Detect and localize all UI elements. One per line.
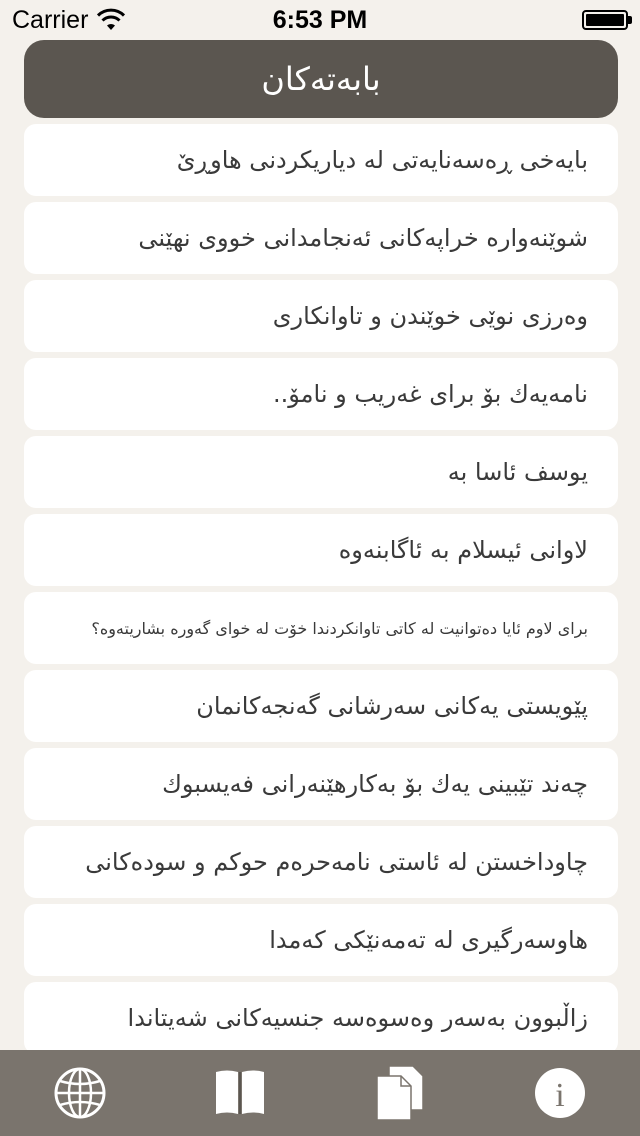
globe-icon [53, 1066, 107, 1120]
list-item-label: چاوداخستن لە ئاستی نامەحرەم حوکم و سودەکانی [85, 848, 588, 876]
tab-info[interactable] [520, 1053, 600, 1133]
list-item-label: یوسف ئاسا بە [447, 458, 588, 486]
list-item-label: پێویستی یەکانی سەرشانی گەنجەکانمان [196, 692, 588, 720]
list-item[interactable] [24, 592, 618, 664]
list-item[interactable] [24, 202, 618, 274]
carrier-label: Carrier [12, 6, 89, 34]
status-time: 6:53 PM [272, 6, 368, 34]
list-item-label: لاوانی ئیسلام بە ئاگابنەوە [338, 536, 588, 564]
tab-bar [0, 1050, 640, 1136]
status-bar [0, 0, 640, 40]
list-item[interactable] [24, 982, 618, 1054]
list-item[interactable] [24, 904, 618, 976]
info-icon [533, 1066, 587, 1120]
list-item-label: بایەخی ڕەسەنایەتی لە دیاریکردنی هاوڕێ [176, 146, 588, 174]
tab-globe[interactable] [40, 1053, 120, 1133]
list-item-label: زاڵبوون بەسەر وەسوەسە جنسیەکانی شەیتاندا [127, 1004, 588, 1032]
list-item-label: هاوسەرگیری لە تەمەنێکی کەمدا [269, 926, 588, 954]
list-item-label: شوێنەوارە خراپەکانی ئەنجامدانی خووی نهێنی [138, 224, 588, 252]
documents-icon [375, 1064, 425, 1122]
list-item[interactable] [24, 514, 618, 586]
info-glyph: i [555, 1077, 565, 1114]
topics-list [24, 124, 618, 1060]
list-item-label: نامەیەك بۆ برای غەریب و نامۆ.. [273, 380, 588, 408]
list-item-label: وەرزی نوێی خوێندن و تاوانکاری [272, 302, 588, 330]
list-item[interactable] [24, 280, 618, 352]
list-item[interactable] [24, 124, 618, 196]
list-item-label: چەند تێبینی یەك بۆ بەکارهێنەرانی فەیسبوك [162, 770, 588, 798]
list-item[interactable] [24, 436, 618, 508]
list-item[interactable] [24, 826, 618, 898]
list-item[interactable] [24, 670, 618, 742]
tab-book[interactable] [200, 1053, 280, 1133]
list-item-label: برای لاوم ئایا دەتوانیت لە کاتی تاوانکردندا خۆت لە خوای گەورە بشاریتەوە؟ [91, 618, 588, 638]
battery-icon [582, 10, 628, 30]
list-item[interactable] [24, 748, 618, 820]
list-item[interactable] [24, 358, 618, 430]
page-title-bar [24, 40, 618, 118]
tab-documents[interactable] [360, 1053, 440, 1133]
book-icon [213, 1068, 267, 1118]
page-title: بابەتەکان [261, 60, 381, 98]
